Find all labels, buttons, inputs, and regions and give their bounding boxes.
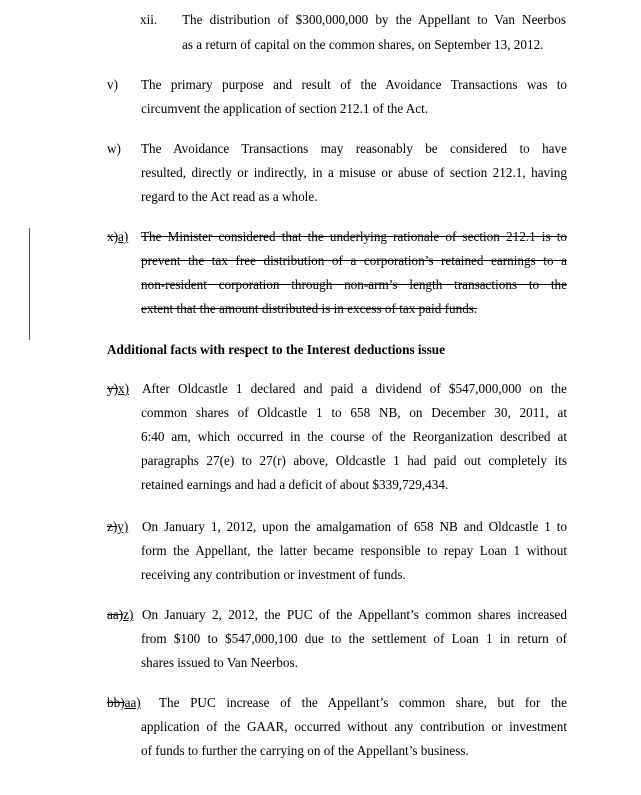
section-heading: Additional facts with respect to the Interest deductions issue: [107, 342, 445, 357]
item-text-line: The Avoidance Transactions may reasonably be considered to have: [141, 141, 567, 156]
old-label: z): [107, 519, 118, 534]
item-text-line: regard to the Act read as a whole.: [141, 189, 318, 204]
new-label: a): [118, 229, 129, 244]
item-text-line: 6:40 am, which occurred in the course of the Reorganization described at: [141, 429, 567, 444]
item-label: xii.: [140, 12, 158, 27]
item-label: [107, 695, 141, 711]
new-label: x): [118, 381, 129, 396]
item-text-line: circumvent the application of section 212.1 of the Act.: [141, 101, 429, 116]
old-label: x): [107, 229, 118, 244]
revision-bar: [29, 228, 30, 340]
deleted-text-line: prevent the tax free distribution of a corporation’s retained earnings to a: [141, 253, 567, 268]
item-label: w): [107, 141, 121, 156]
old-label: y): [107, 381, 118, 396]
new-label: aa): [124, 695, 141, 710]
item-text-line: The PUC increase of the Appellant’s common share, but for the: [159, 695, 567, 710]
item-text-line: The distribution of $300,000,000 by the Appellant to Van Neerbos: [182, 12, 566, 27]
new-label: y): [117, 519, 129, 534]
item-text-line: form the Appellant, the latter became responsible to repay Loan 1 without: [141, 543, 567, 558]
item-text-line: shares issued to Van Neerbos.: [141, 655, 298, 670]
item-text-line: After Oldcastle 1 declared and paid a dividend of $547,000,000 on the: [142, 381, 567, 396]
item-label: v): [107, 77, 118, 92]
item-text-line: of funds to further the carrying on of the Appellant’s business.: [141, 743, 469, 758]
item-label: [107, 519, 128, 535]
new-label: z): [123, 607, 134, 622]
deleted-text-line: The Minister considered that the underlying rationale of section 212.1 is to: [141, 229, 567, 244]
deleted-text-line: extent that the amount distributed is in excess of tax paid funds.: [141, 301, 478, 316]
item-label: [107, 229, 128, 245]
item-text-line: common shares of Oldcastle 1 to 658 NB, on December 30, 2011, at: [141, 405, 567, 420]
item-text-line: from $100 to $547,000,100 due to the settlement of Loan 1 in return of: [141, 631, 567, 646]
item-text-line: retained earnings and had a deficit of about $339,729,434.: [141, 477, 449, 492]
item-text-line: application of the GAAR, occurred without any contribution or investment: [141, 719, 567, 734]
item-text-line: On January 2, 2012, the PUC of the Appellant’s common shares increased: [142, 607, 567, 622]
old-label: bb): [107, 695, 125, 710]
item-text-line: as a return of capital on the common shares, on September 13, 2012.: [182, 37, 544, 52]
item-text-line: On January 1, 2012, upon the amalgamation of 658 NB and Oldcastle 1 to: [142, 519, 567, 534]
deleted-text-line: non-resident corporation through non-arm’s length transactions to the: [141, 277, 567, 292]
old-label: aa): [107, 607, 124, 622]
item-text-line: The primary purpose and result of the Avoidance Transactions was to: [141, 77, 567, 92]
item-text-line: paragraphs 27(e) to 27(r) above, Oldcastle 1 had paid out completely its: [141, 453, 567, 468]
item-label: [107, 607, 133, 623]
item-label: [107, 381, 129, 397]
item-text-line: resulted, directly or indirectly, in a misuse or abuse of section 212.1, having: [141, 165, 567, 180]
item-text-line: receiving any contribution or investment of funds.: [141, 567, 406, 582]
